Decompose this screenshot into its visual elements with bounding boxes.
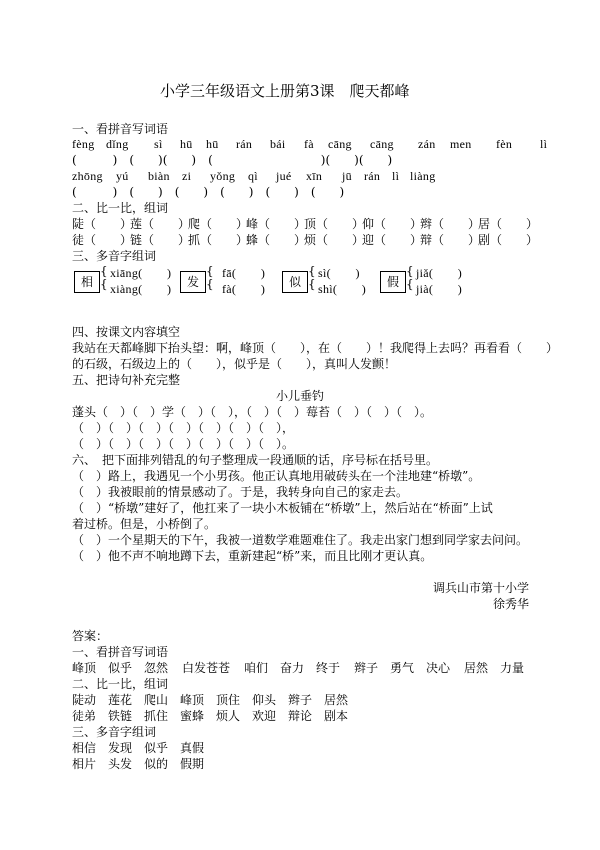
pinyin: fèn <box>496 137 513 151</box>
answers-section-1-heading: 一、看拼音写词语 <box>72 645 169 659</box>
pinyin: zhōng <box>72 169 103 183</box>
answer-word: 真假 <box>180 741 205 755</box>
compare-item: 蜂（ ） <box>246 233 307 247</box>
pinyin: jū <box>342 169 352 183</box>
pinyin: cāng <box>328 137 352 151</box>
blank-row-1: ( ) ( )( ) ( )( )( ) <box>72 153 393 167</box>
answer-word: 白发苍苍 <box>182 661 231 675</box>
order-sentence: （ ）我被眼前的情景感动了。于是，我转身向自己的家走去。 <box>72 485 409 499</box>
order-sentence: （ ）路上，我遇见一个小男孩。他正认真地用破砖头在一个洼地建“桥墩”。 <box>72 469 481 483</box>
poem-line-3: （ ）（ ）（ ）（ ）（ ）（ ）（ ）。 <box>72 437 295 451</box>
answers-section-3-heading: 三、多音字组词 <box>72 725 157 739</box>
reading-1: fā( ) <box>222 266 266 280</box>
author-name: 徐秀华 <box>492 597 529 611</box>
reading-1: xiāng( ) <box>110 266 172 280</box>
reading-1: sì( ) <box>318 266 360 280</box>
answer-word: 莲花 <box>108 693 133 707</box>
answer-word: 居然 <box>464 661 489 675</box>
compare-item: 居（ ） <box>478 217 539 231</box>
answer-word: 欢迎 <box>252 709 277 723</box>
answer-word: 抓住 <box>144 709 169 723</box>
answers-heading: 答案： <box>72 629 109 643</box>
section-5-heading: 五、把诗句补充完整 <box>72 373 181 387</box>
poem-line-2: （ ）（ ）（ ）（ ）（ ）（ ）（ ）， <box>72 421 295 435</box>
pinyin: dǐng <box>106 137 129 151</box>
compare-item: 顶（ ） <box>304 217 365 231</box>
reading-1: jiǎ( ) <box>416 266 463 280</box>
pinyin: zi <box>182 169 192 183</box>
answer-word: 顶住 <box>216 693 241 707</box>
answer-word: 辩论 <box>288 709 313 723</box>
compare-item: 剧（ ） <box>478 233 539 247</box>
compare-item: 迎（ ） <box>362 233 423 247</box>
answers-section-2-heading: 二、比一比，组词 <box>72 677 169 691</box>
order-sentence: （ ）“桥墩”建好了，他扛来了一块小木板铺在“桥墩”上，然后站在“桥面”上试 <box>72 501 493 515</box>
pinyin: bái <box>270 137 286 151</box>
poem-line-1: 蓬头（ ）（ ）学（ ）（ ），（ ）（ ）莓苔（ ）（ ）（ ）。 <box>72 405 433 419</box>
pinyin: yú <box>116 169 129 183</box>
answer-word: 终于 <box>316 661 341 675</box>
compare-item: 爬（ ） <box>188 217 249 231</box>
section-1-heading: 一、看拼音写词语 <box>72 122 169 136</box>
fill-line-2: 的石级，石级边上的（ ），似乎是（ ），真叫人发颤！ <box>72 357 397 371</box>
poem-title: 小儿垂钓 <box>276 389 325 403</box>
order-sentence: （ ）一个星期天的下午，我被一道数学难题难住了。我走出家门想到同学家去问问。 <box>72 533 529 547</box>
pinyin: men <box>450 137 472 151</box>
brace: { { <box>100 264 108 291</box>
answer-word: 峰顶 <box>72 661 97 675</box>
answer-word: 相信 <box>72 741 97 755</box>
compare-item: 抓（ ） <box>188 233 249 247</box>
answer-word: 剧本 <box>324 709 349 723</box>
answer-word: 徒弟 <box>72 709 97 723</box>
answer-word: 辫子 <box>354 661 379 675</box>
author-school: 调兵山市第十小学 <box>432 581 529 595</box>
polyphone-char-box: 发 <box>180 271 206 293</box>
fill-line-1: 我站在天都峰脚下抬头望：啊，峰顶（ ），在（ ）！我爬得上去吗？再看看（ ） <box>72 341 559 355</box>
compare-item: 链（ ） <box>130 233 191 247</box>
pinyin: hū <box>180 137 193 151</box>
pinyin: xīn <box>306 169 323 183</box>
pinyin: yǒng <box>210 169 236 183</box>
section-2-heading: 二、比一比，组词 <box>72 201 169 215</box>
answer-word: 爬山 <box>144 693 169 707</box>
pinyin: qì <box>248 169 258 183</box>
compare-item: 烦（ ） <box>304 233 365 247</box>
reading-2: fà( ) <box>222 282 266 296</box>
answer-word: 奋力 <box>280 661 305 675</box>
pinyin: rán <box>236 137 253 151</box>
answer-word: 似乎 <box>108 661 133 675</box>
compare-item: 徒（ ） <box>72 233 133 247</box>
answer-word: 似乎 <box>144 741 169 755</box>
pinyin: fèng <box>72 137 95 151</box>
answer-word: 辫子 <box>288 693 313 707</box>
pinyin: fà <box>304 137 314 151</box>
answer-word: 忽然 <box>144 661 169 675</box>
pinyin: lì <box>392 169 400 183</box>
answer-word: 力量 <box>500 661 525 675</box>
section-6-heading: 六、 把下面排列错乱的句子整理成一段通顺的话，序号标在括号里。 <box>72 453 439 467</box>
pinyin: zán <box>418 137 436 151</box>
compare-item: 莲（ ） <box>130 217 191 231</box>
reading-2: jià( ) <box>416 282 463 296</box>
reading-2: xiàng( ) <box>110 282 172 296</box>
reading-2: shì( ) <box>318 282 367 296</box>
answer-word: 似的 <box>144 757 169 771</box>
pinyin: jué <box>276 169 292 183</box>
pinyin: biàn <box>148 169 170 183</box>
page-title: 小学三年级语文上册第3课 爬天都峰 <box>160 82 410 100</box>
answer-word: 咱们 <box>244 661 269 675</box>
pinyin: rán <box>364 169 381 183</box>
brace: { { <box>206 264 214 291</box>
answer-word: 铁链 <box>108 709 133 723</box>
answer-word: 发现 <box>108 741 133 755</box>
section-3-heading: 三、多音字组词 <box>72 249 157 263</box>
pinyin: cāng <box>370 137 394 151</box>
polyphone-char-box: 似 <box>282 271 308 293</box>
section-4-heading: 四、按课文内容填空 <box>72 325 181 339</box>
order-sentence-cont: 着过桥。但是，小桥倒了。 <box>72 517 217 531</box>
brace: { { <box>308 264 316 291</box>
compare-item: 陡（ ） <box>72 217 133 231</box>
pinyin: liàng <box>410 169 436 183</box>
pinyin: lì <box>540 137 548 151</box>
compare-item: 辫（ ） <box>420 217 481 231</box>
pinyin: sì <box>154 137 163 151</box>
brace: { { <box>406 264 414 291</box>
answer-word: 头发 <box>108 757 133 771</box>
answer-word: 烦人 <box>216 709 241 723</box>
answer-word: 假期 <box>180 757 205 771</box>
polyphone-char-box: 假 <box>380 271 406 293</box>
compare-item: 峰（ ） <box>246 217 307 231</box>
blank-row-2: ( ) ( ) ( ) ( ) ( ) ( ) <box>72 185 345 199</box>
answer-word: 决心 <box>426 661 451 675</box>
answer-word: 陡动 <box>72 693 97 707</box>
answer-word: 勇气 <box>390 661 415 675</box>
answer-word: 仰头 <box>252 693 277 707</box>
answer-word: 峰顶 <box>180 693 205 707</box>
compare-item: 辩（ ） <box>420 233 481 247</box>
order-sentence: （ ）他不声不响地蹲下去，重新建起“桥”来，而且比刚才更认真。 <box>72 549 433 563</box>
answer-word: 相片 <box>72 757 97 771</box>
compare-item: 仰（ ） <box>362 217 423 231</box>
answer-word: 居然 <box>324 693 349 707</box>
polyphone-char-box: 相 <box>74 271 100 293</box>
answer-word: 蜜蜂 <box>180 709 205 723</box>
pinyin: hū <box>206 137 219 151</box>
